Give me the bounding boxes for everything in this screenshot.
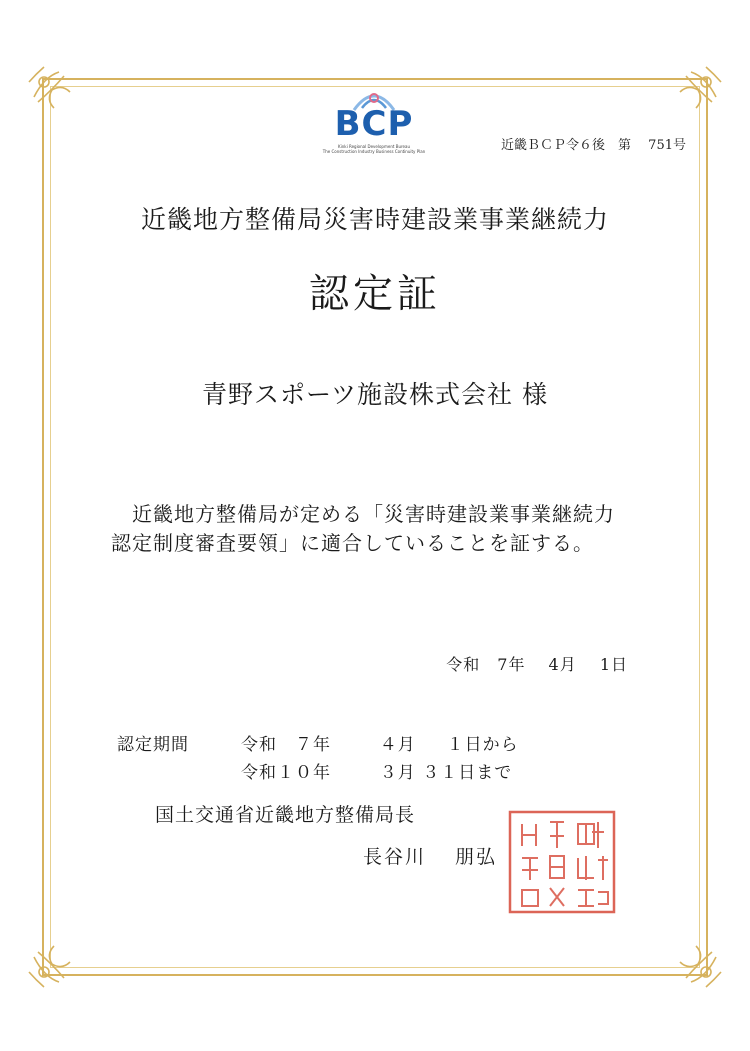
logo-text: BCP: [334, 104, 414, 144]
logo-subtitle-line: Kinki Regional Development Bureau: [338, 144, 410, 149]
certificate-title: 認定証: [309, 271, 441, 317]
corner-ornament-icon: [24, 922, 94, 992]
corner-ornament-icon: [24, 62, 94, 132]
issuer-organization: 国土交通省近畿地方整備局長: [155, 804, 416, 826]
corner-ornament-icon: [656, 62, 726, 132]
issuer-name: 長谷川 朋弘: [363, 846, 498, 868]
period-start: 令和 ７年 ４月 １日から: [241, 735, 519, 755]
issue-date: 令和 7年 4月 1日: [446, 655, 628, 674]
official-seal-stamp-icon: [506, 808, 618, 916]
corner-ornament-icon: [656, 922, 726, 992]
certificate-number: 近畿ＢＣＰ令６後 第 751号: [501, 138, 686, 153]
logo-subtitle: [318, 144, 430, 154]
period-label: 認定期間: [117, 735, 189, 755]
period-end: 令和１０年 ３月 ３１日まで: [241, 763, 513, 783]
recipient-name: 青野スポーツ施設株式会社 様: [202, 380, 548, 409]
logo-subtitle-line: The Construction Industry Business Continuity Plan: [322, 149, 426, 154]
bcp-logo: [318, 86, 430, 162]
certificate-heading: 近畿地方整備局災害時建設業事業継続力: [140, 205, 609, 234]
certificate-body: 近畿地方整備局が定める「災害時建設業事業継続力認定制度審査要領」に適合していることを証する。: [111, 502, 615, 555]
